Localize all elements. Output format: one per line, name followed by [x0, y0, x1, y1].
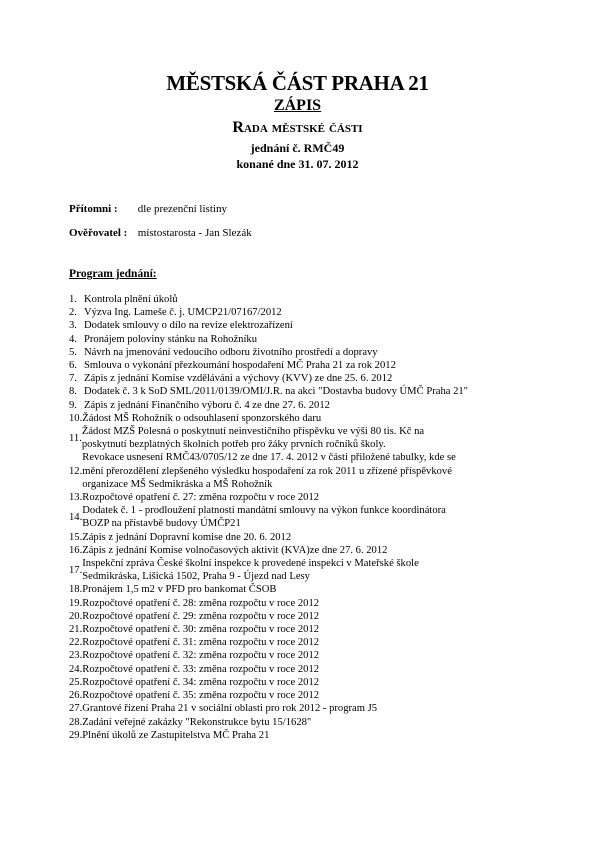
agenda-item	[69, 504, 539, 530]
agenda-item-number: 3.	[69, 320, 77, 332]
agenda-item-number: 18.	[69, 584, 83, 596]
agenda-item-text: Výzva Ing. Lameše č. j. UMCP21/07167/2012	[84, 307, 282, 319]
agenda-item-number: 4.	[69, 333, 77, 345]
agenda-item	[69, 346, 539, 359]
agenda-item	[69, 663, 539, 676]
agenda-item	[69, 716, 539, 729]
agenda-item-number: 21.	[69, 624, 83, 636]
agenda-item-number: 8.	[69, 386, 77, 398]
agenda-item-text: Návrh na jmenování vedoucího odboru životního prostředí a dopravy	[84, 346, 378, 358]
agenda-item-number: 23.	[69, 650, 83, 662]
document-subtitle: ZÁPIS	[273, 97, 322, 114]
agenda-item-number: 28.	[69, 716, 83, 728]
agenda-item	[69, 636, 539, 649]
agenda-item	[69, 702, 539, 715]
agenda-item-text: Pronájem poloviny stánku na Rohožníku	[84, 333, 258, 345]
agenda-item	[69, 412, 539, 425]
agenda-item	[69, 597, 539, 610]
agenda-item	[69, 319, 539, 332]
agenda-item-number: 24.	[69, 663, 83, 675]
agenda-item-number: 27.	[69, 703, 83, 715]
document-title: MĚSTSKÁ ČÁST PRAHA 21	[166, 71, 429, 95]
agenda-item-text: Dodatek smlouvy o dílo na revize elektrozařízení	[84, 320, 293, 332]
agenda-item	[69, 385, 539, 398]
agenda-item-number: 2.	[69, 307, 77, 319]
agenda-item-number: 20.	[69, 610, 83, 622]
agenda-item-number: 19.	[69, 597, 83, 609]
agenda-item-number: 6.	[69, 360, 77, 372]
agenda-item-text: Kontrola plnění úkolů	[84, 294, 178, 305]
agenda-item-number: 25.	[69, 676, 83, 688]
agenda-item-number: 15.	[69, 531, 83, 543]
agenda-item-text: Rozpočtové opatření č. 27: změna rozpočtu v roce 2012	[82, 492, 320, 504]
agenda-item	[69, 333, 539, 346]
agenda-item-text: Žádost MŠ Rohožník o odsouhlasení sponzorského daru	[82, 412, 322, 424]
agenda-item	[69, 425, 539, 451]
attendees-label: Přítomni :	[69, 203, 118, 215]
council-name: Rada městské části	[232, 119, 363, 136]
agenda-item-text: Žádost MZŠ Polesná o poskytnutí neinvestičního příspěvku ve výši 80 tis. Kč na poskytnutí bezplatných školních potřeb pro žáky prvních ročníků školy.	[81, 426, 425, 451]
agenda-item-text: Smlouva o vykonání přezkoumání hospodaření MČ Praha 21 za rok 2012	[84, 360, 396, 372]
attendees-row	[69, 203, 227, 215]
agenda-item-text: Rozpočtové opatření č. 32: změna rozpočtu v roce 2012	[82, 650, 320, 662]
agenda-item	[69, 372, 539, 385]
agenda-item-text: Zápis z jednání Komise volnočasových aktivit (KVA)ze dne 27. 6. 2012	[82, 544, 388, 556]
agenda-item-number: 12.	[69, 465, 83, 477]
agenda-item	[69, 306, 539, 319]
agenda-item-number: 26.	[69, 690, 83, 702]
agenda-item-number: 1.	[69, 294, 77, 305]
agenda-item	[69, 676, 539, 689]
agenda-item	[69, 531, 539, 544]
agenda-item-text: Zadání veřejné zakázky "Rekonstrukce bytu 15/1628"	[82, 716, 312, 728]
meeting-date: konané dne 31. 07. 2012	[236, 157, 359, 171]
agenda-item-text: Zápis z jednání Finančního výboru č. 4 ze dne 27. 6. 2012	[84, 399, 330, 411]
agenda-item-number: 10.	[69, 412, 83, 424]
agenda-item	[69, 359, 539, 372]
agenda-item	[69, 451, 539, 491]
agenda-item-number: 13.	[69, 492, 83, 504]
agenda-item-number: 7.	[69, 373, 77, 385]
agenda-item	[69, 729, 539, 742]
agenda-item-number: 9.	[69, 399, 77, 411]
agenda-item-number: 22.	[69, 637, 83, 649]
agenda-item-number: 11.	[69, 432, 82, 444]
agenda-list	[69, 293, 539, 742]
agenda-item	[69, 399, 539, 412]
agenda-title: Program jednání:	[69, 268, 157, 280]
agenda-item	[69, 293, 539, 306]
agenda-item-text: Pronájem 1,5 m2 v PFD pro bankomat ČSOB	[82, 584, 277, 596]
meeting-number: jednání č. RMČ49	[250, 141, 345, 155]
agenda-item-text: Inspekční zpráva České školní inspekce k provedené inspekci v Mateřské škole Sedmikráska, Lišická 1502, Praha 9 - Újezd nad Lesy	[82, 558, 419, 583]
agenda-item	[69, 623, 539, 636]
agenda-item	[69, 649, 539, 662]
agenda-item-text: Rozpočtové opatření č. 34: změna rozpočtu v roce 2012	[82, 676, 320, 688]
agenda-item-number: 17.	[69, 564, 83, 576]
agenda-item-text: Zápis z jednání Komise vzdělávání a výchovy (KVV) ze dne 25. 6. 2012	[84, 373, 393, 385]
agenda-item-number: 16.	[69, 544, 83, 556]
agenda-item-number: 29.	[69, 729, 83, 741]
agenda-item	[69, 689, 539, 702]
agenda-item	[69, 491, 539, 504]
attendees-value: dle prezenční listiny	[137, 203, 227, 215]
verifier-value: místostarosta - Jan Slezák	[137, 227, 252, 239]
agenda-item-text: Dodatek č. 1 - prodloužení platnosti mandátní smlouvy na výkon funkce koordinátora BOZP na přístavbě budovy ÚMČP21	[82, 505, 446, 530]
agenda-item-text: Rozpočtové opatření č. 29: změna rozpočtu v roce 2012	[82, 610, 320, 622]
agenda-item	[69, 610, 539, 623]
agenda-item-text: Rozpočtové opatření č. 31: změna rozpočtu v roce 2012	[82, 637, 320, 649]
agenda-item-text: Dodatek č. 3 k SoD SML/2011/0139/OMI/J.R. na akci "Dostavba budovy ÚMČ Praha 21"	[84, 386, 469, 398]
agenda-item-text: Revokace usnesení RMČ43/0705/12 ze dne 17. 4. 2012 v části přiložené tabulky, kde se mění přerozdělení zlepšeného výsledku hospodaření za rok 2011 u zřízené příspěvkové organizace MŠ Sedmikráska a MŠ Rohožník	[82, 452, 456, 490]
agenda-item-text: Grantové řízení Praha 21 v sociální oblasti pro rok 2012 - program J5	[82, 703, 378, 715]
agenda-item-text: Rozpočtové opatření č. 28: změna rozpočtu v roce 2012	[82, 597, 320, 609]
agenda-item	[69, 557, 539, 583]
verifier-row	[69, 227, 252, 239]
agenda-item-number: 14.	[69, 511, 83, 523]
agenda-item	[69, 544, 539, 557]
agenda-item	[69, 583, 539, 596]
agenda-item-text: Zápis z jednání Dopravní komise dne 20. 6. 2012	[82, 531, 292, 543]
agenda-item-text: Plnění úkolů ze Zastupitelstva MČ Praha 21	[82, 729, 270, 741]
agenda-item-text: Rozpočtové opatření č. 35: změna rozpočtu v roce 2012	[82, 690, 320, 702]
agenda-item-number: 5.	[69, 346, 77, 358]
agenda-item-text: Rozpočtové opatření č. 33: změna rozpočtu v roce 2012	[82, 663, 320, 675]
agenda-item-text: Rozpočtové opatření č. 30: změna rozpočtu v roce 2012	[82, 624, 320, 636]
verifier-label: Ověřovatel :	[69, 227, 128, 239]
